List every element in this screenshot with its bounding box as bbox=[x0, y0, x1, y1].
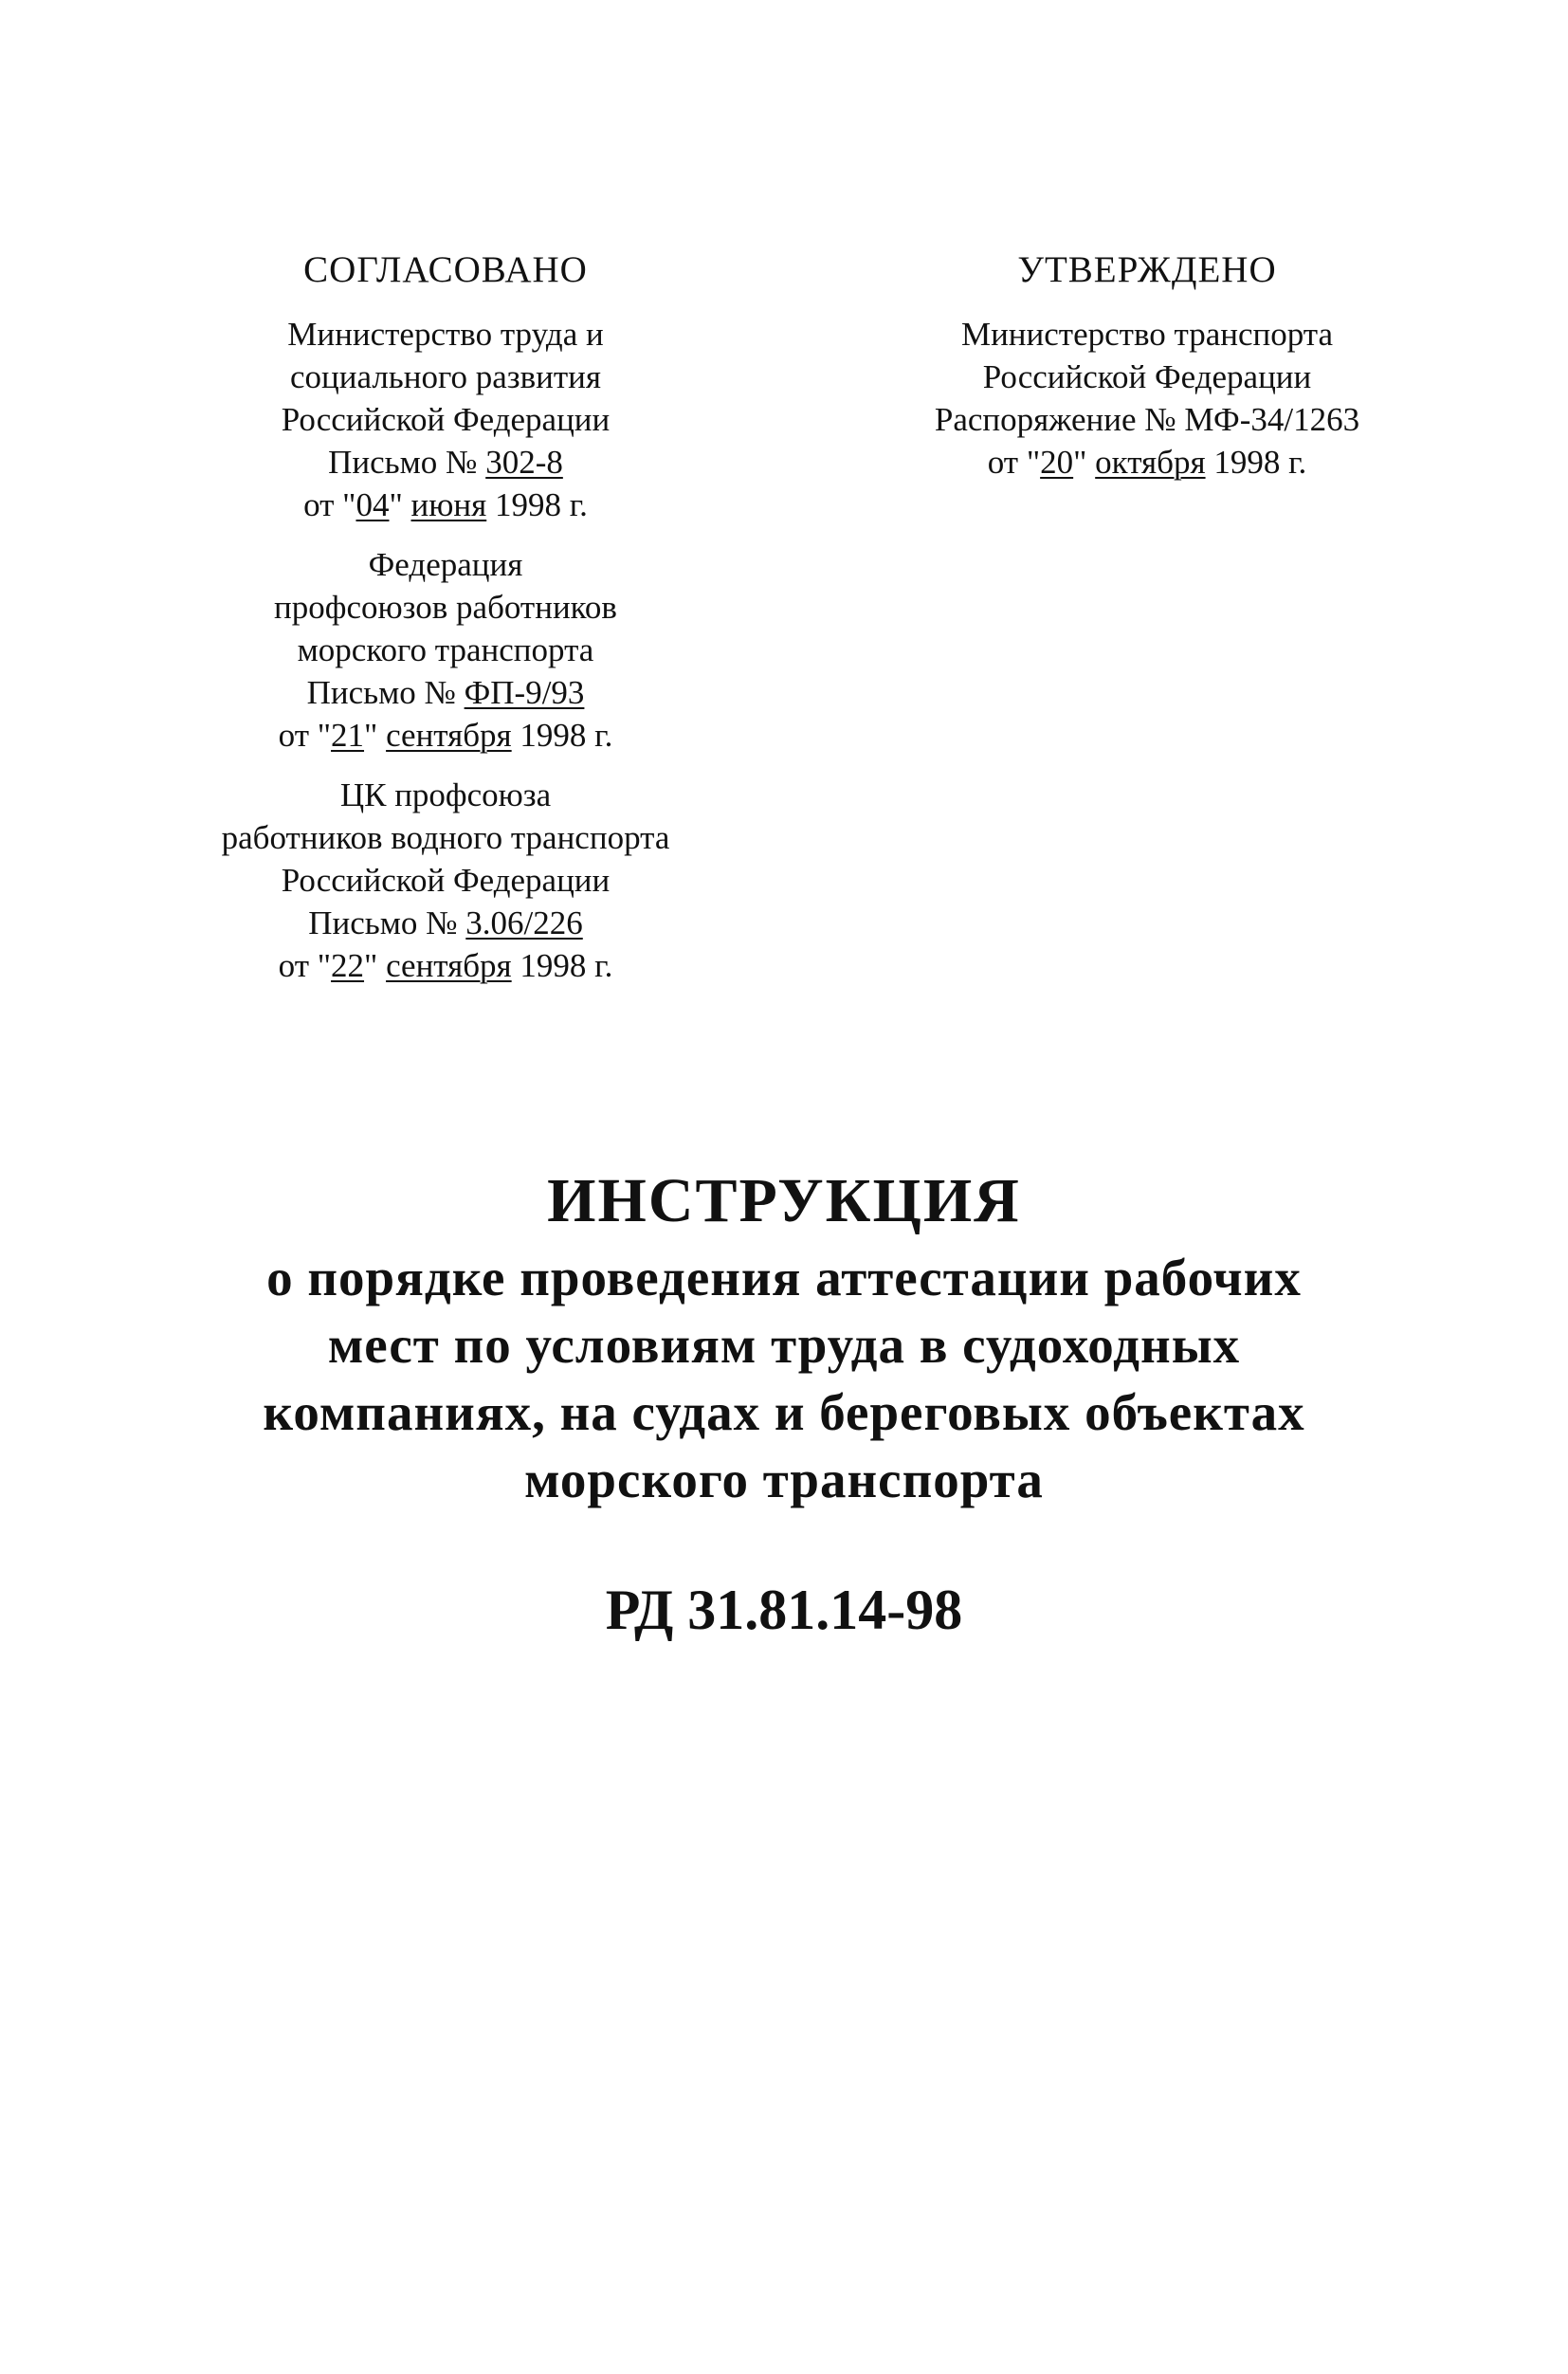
document-title-block bbox=[123, 1164, 1445, 1644]
agreed-water-transport-union bbox=[161, 774, 730, 987]
org-line: социального развития bbox=[290, 358, 601, 395]
date-month: июня bbox=[410, 486, 487, 523]
date-suffix: 1998 г. bbox=[511, 947, 613, 984]
letter-number-line bbox=[161, 441, 730, 484]
date-month: октября bbox=[1095, 444, 1206, 481]
letter-prefix: Письмо № bbox=[308, 904, 466, 941]
date-prefix: от " bbox=[278, 717, 332, 754]
agreed-trade-union-federation bbox=[161, 543, 730, 757]
date-mid: " bbox=[389, 486, 411, 523]
document-subtitle-line: мест по условиям труда в судоходных bbox=[327, 1316, 1241, 1374]
date-prefix: от " bbox=[987, 444, 1041, 481]
org-line: Российской Федерации bbox=[281, 862, 611, 899]
letter-date-line bbox=[161, 944, 730, 987]
org-line: Министерство транспорта bbox=[960, 316, 1334, 353]
order-date-line bbox=[815, 441, 1479, 484]
agreed-heading: СОГЛАСОВАНО bbox=[303, 249, 588, 290]
date-day: 20 bbox=[1040, 444, 1074, 481]
date-mid: " bbox=[364, 717, 387, 754]
letter-prefix: Письмо № bbox=[306, 674, 465, 711]
date-mid: " bbox=[1073, 444, 1096, 481]
document-code: РД 31.81.14-98 bbox=[605, 1579, 963, 1641]
org-line: Российской Федерации bbox=[281, 401, 611, 438]
approved-heading: УТВЕРЖДЕНО bbox=[1017, 249, 1277, 290]
letter-number-line bbox=[161, 902, 730, 944]
org-line: ЦК профсоюза bbox=[339, 776, 552, 813]
date-suffix: 1998 г. bbox=[1205, 444, 1307, 481]
org-line: Федерация bbox=[368, 546, 523, 583]
document-subtitle-line: о порядке проведения аттестации рабочих bbox=[266, 1249, 1302, 1306]
org-line: Российской Федерации bbox=[982, 358, 1312, 395]
letter-prefix: Письмо № bbox=[328, 444, 486, 481]
letter-date-line bbox=[161, 714, 730, 757]
date-day: 04 bbox=[356, 486, 390, 523]
letter-number: 302-8 bbox=[485, 444, 563, 481]
org-line: Министерство труда и bbox=[287, 316, 604, 353]
document-title: ИНСТРУКЦИЯ bbox=[547, 1166, 1021, 1235]
order-number-line: Распоряжение № МФ-34/1263 bbox=[934, 401, 1360, 438]
document-subtitle-line: компаниях, на судах и береговых объектах bbox=[263, 1383, 1305, 1441]
date-month: сентября bbox=[386, 947, 512, 984]
letter-number: 3.06/226 bbox=[465, 904, 583, 941]
date-suffix: 1998 г. bbox=[486, 486, 588, 523]
date-suffix: 1998 г. bbox=[511, 717, 613, 754]
org-line: работников водного транспорта bbox=[221, 819, 670, 856]
date-day: 22 bbox=[331, 947, 365, 984]
letter-number-line bbox=[161, 671, 730, 714]
date-prefix: от " bbox=[278, 947, 332, 984]
document-subtitle-line: морского транспорта bbox=[524, 1451, 1044, 1508]
approval-approved-block bbox=[815, 248, 1479, 484]
date-month: сентября bbox=[386, 717, 512, 754]
date-mid: " bbox=[364, 947, 387, 984]
letter-date-line bbox=[161, 484, 730, 526]
date-prefix: от " bbox=[303, 486, 356, 523]
org-line: морского транспорта bbox=[297, 631, 594, 668]
letter-number: ФП-9/93 bbox=[464, 674, 585, 711]
date-day: 21 bbox=[331, 717, 365, 754]
org-line: профсоюзов работников bbox=[274, 589, 617, 626]
agreed-ministry-labour bbox=[161, 313, 730, 526]
approval-agreed-block bbox=[161, 248, 730, 1004]
